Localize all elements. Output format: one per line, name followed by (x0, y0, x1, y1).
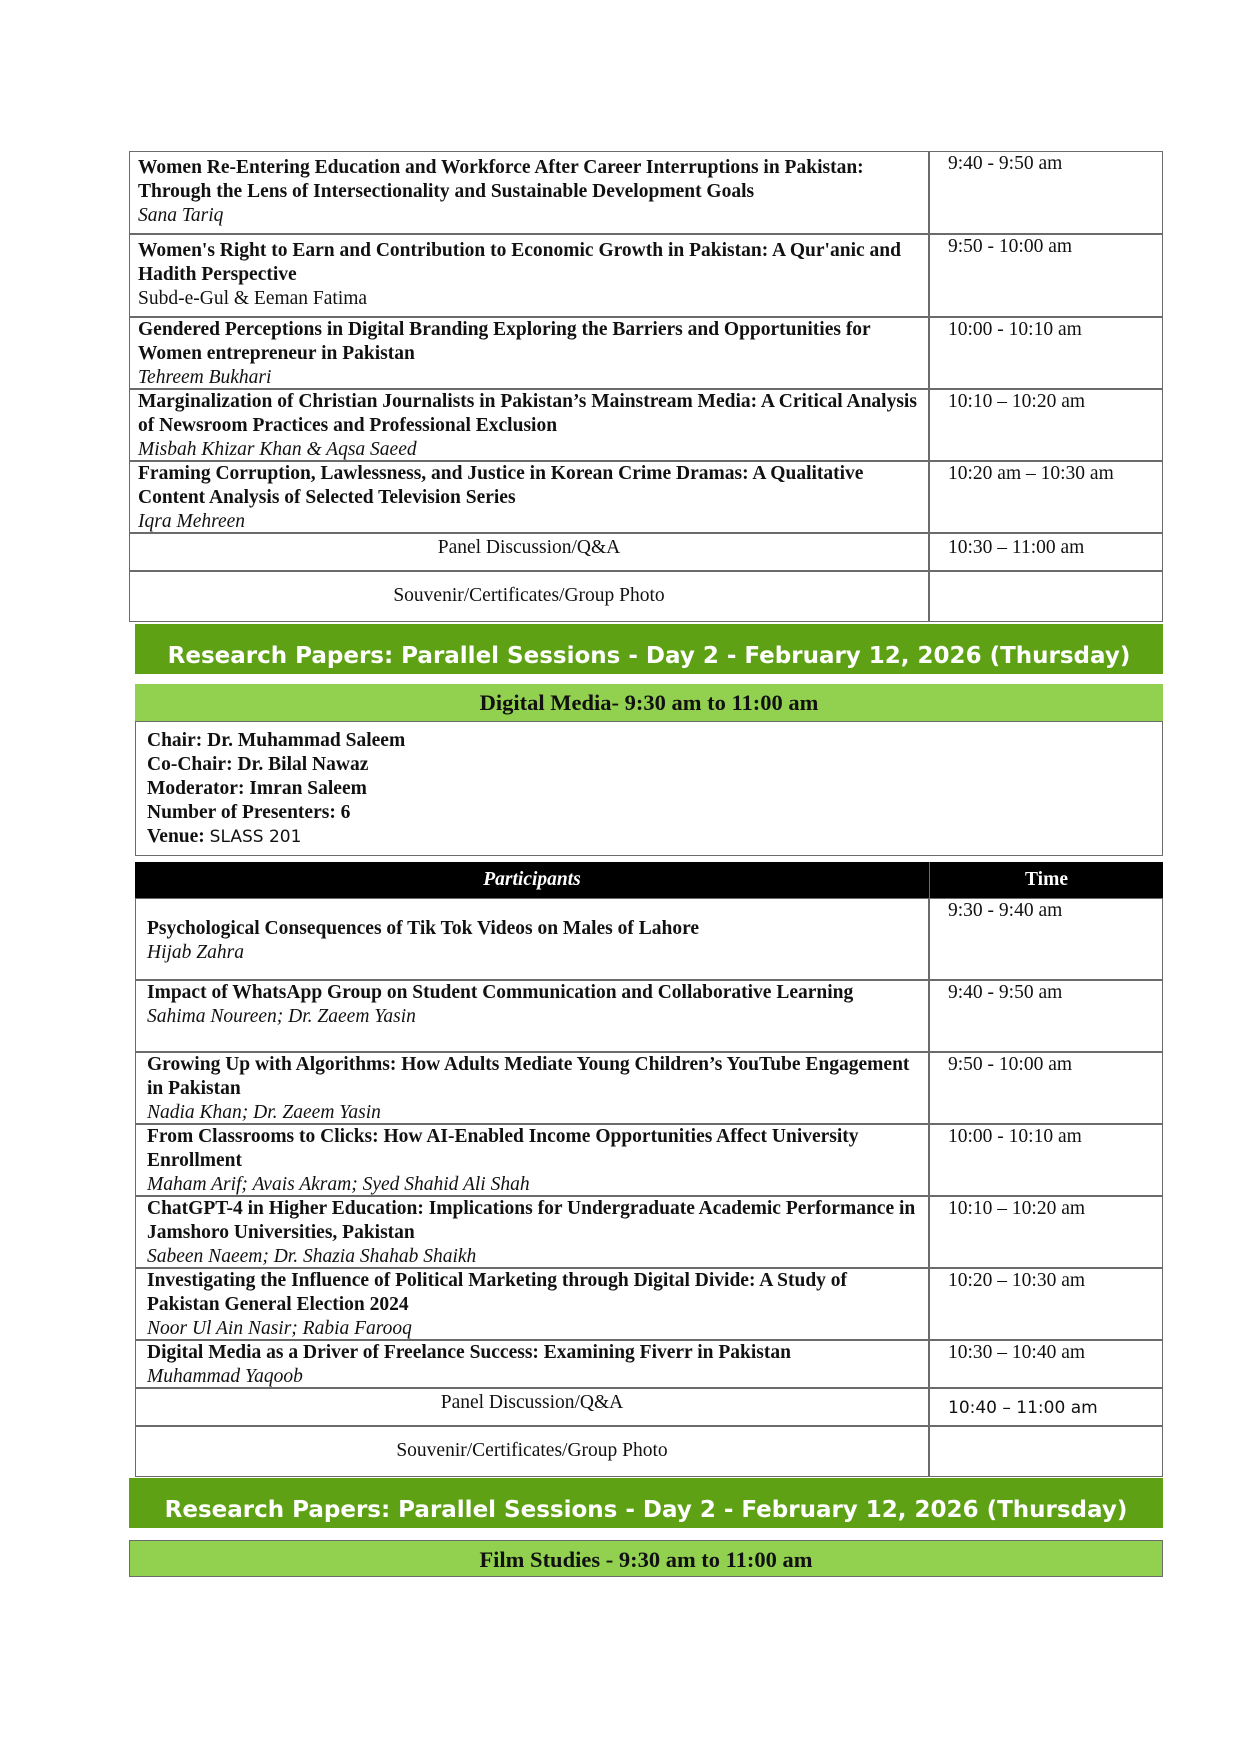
time-cell: 10:00 - 10:10 am (929, 1124, 1163, 1196)
time-cell: 9:50 - 10:00 am (929, 234, 1163, 317)
time-cell: 10:10 – 10:20 am (929, 1196, 1163, 1268)
track-title: Digital Media- 9:30 am to 11:00 am (135, 684, 1163, 721)
table-row (129, 234, 929, 317)
time-cell: 10:20 am – 10:30 am (929, 461, 1163, 533)
venue-value: SLASS 201 (209, 827, 302, 847)
paper-authors: Sahima Noureen; Dr. Zaeem Yasin (147, 1006, 416, 1027)
table-row (129, 461, 929, 533)
session-banner: Research Papers: Parallel Sessions - Day 2 - February 12, 2026 (Thursday) (129, 1478, 1163, 1528)
moderator: Moderator: Imran Saleem (147, 778, 367, 799)
paper-authors: Iqra Mehreen (138, 511, 246, 532)
table-row (135, 1196, 929, 1268)
table-row (135, 980, 929, 1052)
paper-title: Digital Media as a Driver of Freelance Success: Examining Fiverr in Pakistan (147, 1342, 791, 1363)
time-cell: 9:40 - 9:50 am (929, 980, 1163, 1052)
paper-authors: Sabeen Naeem; Dr. Shazia Shahab Shaikh (147, 1246, 477, 1267)
paper-title: From Classrooms to Clicks: How AI-Enabled Income Opportunities Affect University Enrollment (147, 1126, 859, 1171)
time-cell: 10:20 – 10:30 am (929, 1268, 1163, 1340)
participants-header: Participants (135, 862, 929, 898)
time-cell: 9:40 - 9:50 am (929, 151, 1163, 234)
venue (147, 825, 1151, 849)
table-row (135, 1124, 929, 1196)
time-cell: 10:30 – 10:40 am (929, 1340, 1163, 1388)
time-cell: 10:40 – 11:00 am (929, 1388, 1163, 1426)
paper-title: Framing Corruption, Lawlessness, and Justice in Korean Crime Dramas: A Qualitative Content Analysis of Selected Television Series (138, 463, 864, 508)
paper-authors: Nadia Khan; Dr. Zaeem Yasin (147, 1102, 381, 1123)
paper-title: Women Re-Entering Education and Workforce After Career Interruptions in Pakistan: Through the Lens of Intersectionality and Sustainable Development Goals (138, 157, 864, 202)
paper-title: Impact of WhatsApp Group on Student Communication and Collaborative Learning (147, 982, 854, 1003)
panel-discussion: Panel Discussion/Q&A (135, 1388, 929, 1426)
time-cell (929, 1426, 1163, 1477)
co-chair: Co-Chair: Dr. Bilal Nawaz (147, 754, 369, 775)
time-cell: 9:30 - 9:40 am (929, 898, 1163, 980)
souvenir-row: Souvenir/Certificates/Group Photo (129, 571, 929, 622)
time-cell: 10:10 – 10:20 am (929, 389, 1163, 461)
souvenir-row: Souvenir/Certificates/Group Photo (135, 1426, 929, 1477)
paper-authors: Hijab Zahra (147, 942, 244, 963)
paper-title: ChatGPT-4 in Higher Education: Implications for Undergraduate Academic Performance in Jamshoro Universities, Pakistan (147, 1198, 916, 1243)
paper-title: Gendered Perceptions in Digital Branding Exploring the Barriers and Opportunities for Women entrepreneur in Pakistan (138, 319, 871, 364)
paper-authors: Sana Tariq (138, 205, 224, 226)
chair: Chair: Dr. Muhammad Saleem (147, 730, 406, 751)
paper-title: Investigating the Influence of Political Marketing through Digital Divide: A Study of Pakistan General Election 2024 (147, 1270, 848, 1315)
time-cell (929, 571, 1163, 622)
paper-authors: Noor Ul Ain Nasir; Rabia Farooq (147, 1318, 412, 1339)
presenters-count: Number of Presenters: 6 (147, 802, 351, 823)
paper-title: Marginalization of Christian Journalists in Pakistan’s Mainstream Media: A Critical Analysis of Newsroom Practices and Professional Exclusion (138, 391, 917, 436)
paper-title: Women's Right to Earn and Contribution to Economic Growth in Pakistan: A Qur'anic and Hadith Perspective (138, 240, 901, 285)
paper-title: Growing Up with Algorithms: How Adults Mediate Young Children’s YouTube Engagement in Pakistan (147, 1054, 910, 1099)
track-title: Film Studies - 9:30 am to 11:00 am (129, 1540, 1163, 1577)
table-row (135, 1340, 929, 1388)
panel-discussion: Panel Discussion/Q&A (129, 533, 929, 571)
table-row (135, 898, 929, 980)
table-row (135, 1052, 929, 1124)
table-row (129, 317, 929, 389)
table-row (129, 151, 929, 234)
paper-authors: Misbah Khizar Khan & Aqsa Saeed (138, 439, 417, 460)
time-cell: 9:50 - 10:00 am (929, 1052, 1163, 1124)
paper-authors: Maham Arif; Avais Akram; Syed Shahid Ali Shah (147, 1174, 530, 1195)
paper-authors: Subd-e-Gul & Eeman Fatima (138, 288, 368, 309)
venue-label: Venue: (147, 826, 205, 847)
paper-authors: Muhammad Yaqoob (147, 1366, 303, 1387)
session-banner: Research Papers: Parallel Sessions - Day 2 - February 12, 2026 (Thursday) (135, 624, 1163, 674)
session-info (135, 721, 1163, 856)
table-row (129, 389, 929, 461)
table-row (135, 1268, 929, 1340)
time-cell: 10:30 – 11:00 am (929, 533, 1163, 571)
time-header: Time (929, 862, 1163, 898)
paper-title: Psychological Consequences of Tik Tok Videos on Males of Lahore (147, 918, 700, 939)
time-cell: 10:00 - 10:10 am (929, 317, 1163, 389)
paper-authors: Tehreem Bukhari (138, 367, 272, 388)
